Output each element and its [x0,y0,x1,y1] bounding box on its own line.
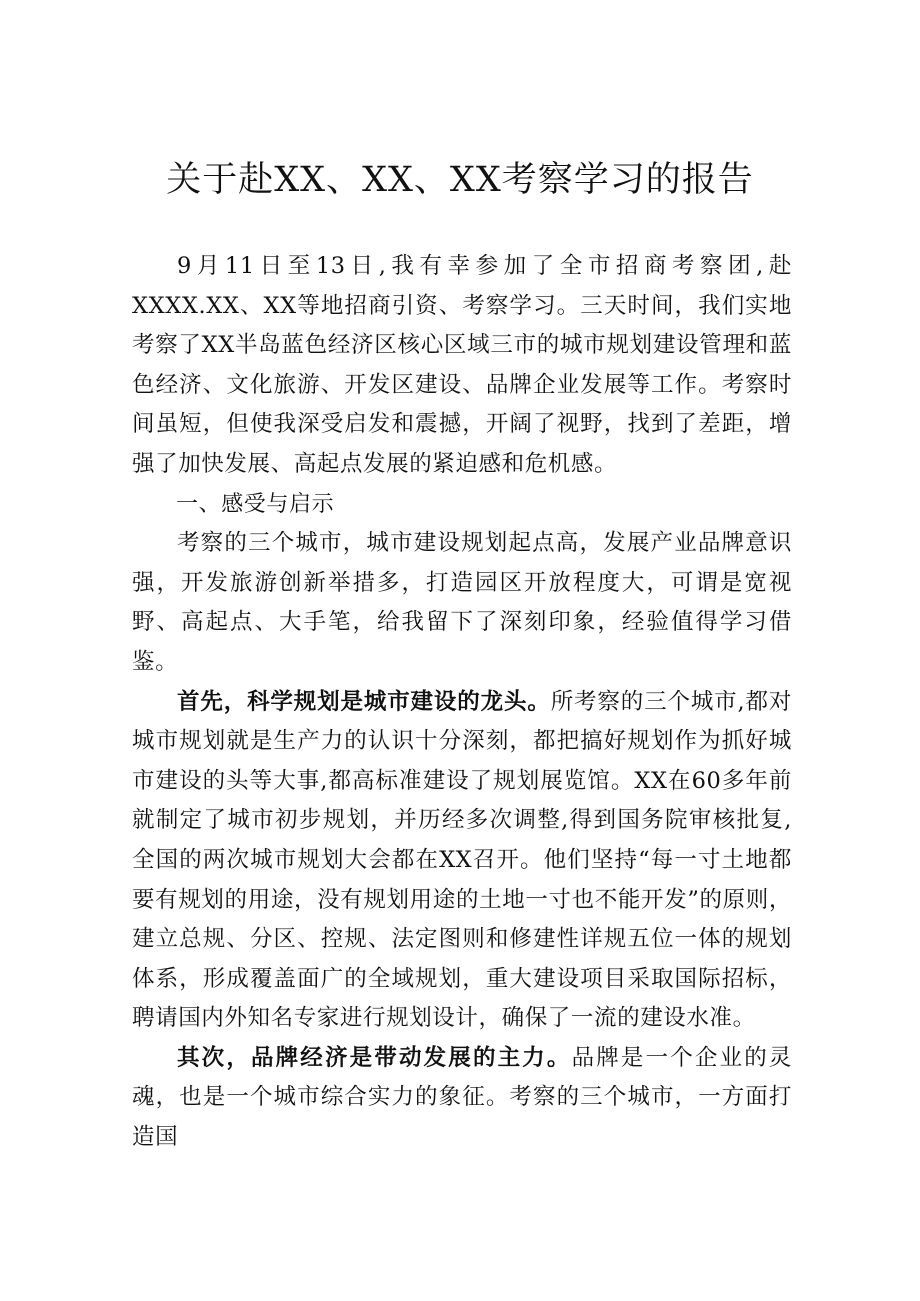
intro-paragraph: 9月11日至13日,我有幸参加了全市招商考察团,赴XXXX.XX、XX等地招商引资、考察学习。三天时间，我们实地考察了XX半岛蓝色经济区核心区域三市的城市规划建设管理和蓝色经济、文化旅游、开发区建设、品牌企业发展等工作。考察时间虽短，但使我深受启发和震撼，开阔了视野，找到了差距，增强了加快发展、高起点发展的紧迫感和危机感。 [132,253,792,477]
point-one-paragraph [132,683,792,1039]
section-intro-paragraph: 考察的三个城市，城市建设规划起点高，发展产业品牌意识强，开发旅游创新举措多，打造园区开放程度大，可谓是宽视野、高起点、大手笔，给我留下了深刻印象，经验值得学习借鉴。 [132,530,792,675]
page-title: 关于赴XX、XX、XX考察学习的报告 [166,160,754,200]
point-two-paragraph [132,1039,792,1158]
point-two-text: 品牌是一个企业的灵魂，也是一个城市综合实力的象征。考察的三个城市，一方面打造国 [132,1044,792,1151]
document-body [132,247,792,1158]
point-two-lead: 其次，品牌经济是带动发展的主力。 [177,1044,572,1071]
point-one-lead: 首先，科学规划是城市建设的龙头。 [177,688,551,715]
section-heading: 一、感受与启示 [176,491,335,517]
point-one-text: 所考察的三个城市,都对城市规划就是生产力的认识十分深刻，都把搞好规划作为抓好城市建设的头等大事,都高标准建设了规划展览馆。XX在60多年前就制定了城市初步规划，并历经多次调整,得到国务院审核批复,全国的两次城市规划大会都在XX召开。他们坚持“每一寸土地都要有规划的用途，没有规划用途的土地一寸也不能开发”的原则，建立总规、分区、控规、法定图则和修建性详规五位一体的规划体系，形成覆盖面广的全域规划，重大建设项目采取国际招标，聘请国内外知名专家进行规划设计，确保了一流的建设水准。 [132,688,792,1032]
